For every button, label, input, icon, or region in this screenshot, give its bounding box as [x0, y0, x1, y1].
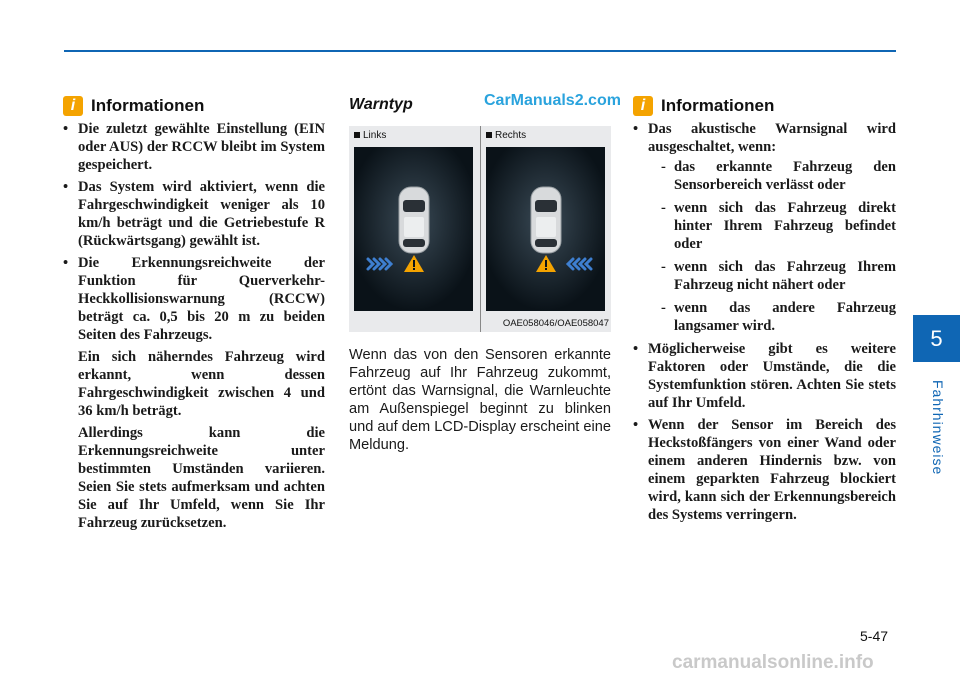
header-rule [64, 50, 896, 52]
display-panel-right [486, 147, 605, 311]
sub-paragraph: Ein sich näherndes Fahrzeug wird erkannt, wenn dessen Fahrgeschwindigkeit zwischen 4 und 36 km/h beträgt. [78, 349, 325, 419]
display-panel-left [354, 147, 473, 311]
middle-column [349, 90, 611, 454]
page-number: 5-47 [860, 628, 889, 644]
info-icon: i [63, 96, 83, 116]
figure-label-left: Links [354, 130, 386, 141]
car-icon [531, 187, 561, 253]
list-item: • Die Erkennungsreichweite der Funktion für Querverkehr-Heckkollisionswarnung (RCCW) beträgt ca. 0,5 bis 20 m zu beiden Seiten des Fahrzeugs. [63, 255, 325, 343]
car-icon [399, 187, 429, 253]
dash-item: - das erkannte Fahrzeug den Sensorbereich verlässt oder [661, 159, 896, 193]
info-list-right [633, 120, 896, 524]
footer-watermark: carmanualsonline.info [672, 652, 874, 673]
dash-item: - wenn sich das Fahrzeug Ihrem Fahrzeug nicht nähert oder [661, 259, 896, 293]
dash-item: - wenn sich das Fahrzeug direkt hinter Ihrem Fahrzeug befindet oder [661, 200, 896, 252]
left-column [63, 90, 325, 536]
dash-item: - wenn das andere Fahrzeug langsamer wird. [661, 300, 896, 334]
figure-label-right: Rechts [486, 130, 526, 141]
info-list-left [63, 120, 325, 344]
watermark: CarManuals2.com [484, 92, 621, 109]
info-title: Informationen [661, 96, 775, 115]
body-paragraph: Wenn das von den Sensoren erkannte Fahrzeug auf Ihr Fahrzeug zukommt, ertönt das Warnsignal, die Warnleuchte am Außenspiegel beginnt zu blinken und auf dem LCD-Display erscheint eine Meldung. [349, 347, 612, 453]
chapter-name: Fahrhinweise [930, 380, 946, 476]
info-icon: i [633, 96, 653, 116]
info-heading-right [633, 96, 896, 116]
list-item: • Möglicherweise gibt es weitere Faktoren oder Umstände, die die Systemfunktion stören. Achten Sie stets auf Ihr Umfeld. [633, 341, 896, 411]
list-item: • Das System wird aktiviert, wenn die Fahrgeschwindigkeit weniger als 10 km/h beträgt und die Getriebestufe R (Rückwärtsgang) gewählt ist. [63, 179, 325, 249]
dash-list [648, 158, 896, 335]
info-heading-left [63, 96, 325, 116]
figure-divider [480, 126, 481, 332]
figure-code: OAE058046/OAE058047 [502, 318, 609, 329]
right-column [633, 90, 896, 528]
section-title: Warntyp [349, 96, 413, 113]
warning-figure [349, 126, 611, 332]
chapter-tab: 5 [913, 315, 960, 362]
list-item: • Wenn der Sensor im Bereich des Heckstoßfängers von einer Wand oder einem anderen Hindernis bzw. von einem geparkten Fahrzeug blockiert wird, kann sich der Erkennungsbereich des Systems verringern. [633, 417, 896, 523]
list-item: • Die zuletzt gewählte Einstellung (EIN oder AUS) der RCCW bleibt im System gespeichert. [63, 121, 325, 173]
info-title: Informationen [91, 96, 205, 115]
sub-paragraph: Allerdings kann die Erkennungsreichweite unter bestimmten Umständen variieren. Seien Sie stets aufmerksam und achten Sie auf Ihr Umfeld, wenn Sie Ihr Fahrzeug zurücksetzen. [78, 425, 325, 531]
list-item: • Das akustische Warnsignal wird ausgeschaltet, wenn: - das erkannte Fahrzeug den Sensorbereich verlässt oder - wenn sich das Fahrzeug direkt hinter Ihrem Fahrzeug befindet oder - wenn sich das Fahrzeug Ihrem Fahrzeug nicht nähert oder - wenn das andere Fahrzeug langsamer wird. [633, 121, 896, 334]
